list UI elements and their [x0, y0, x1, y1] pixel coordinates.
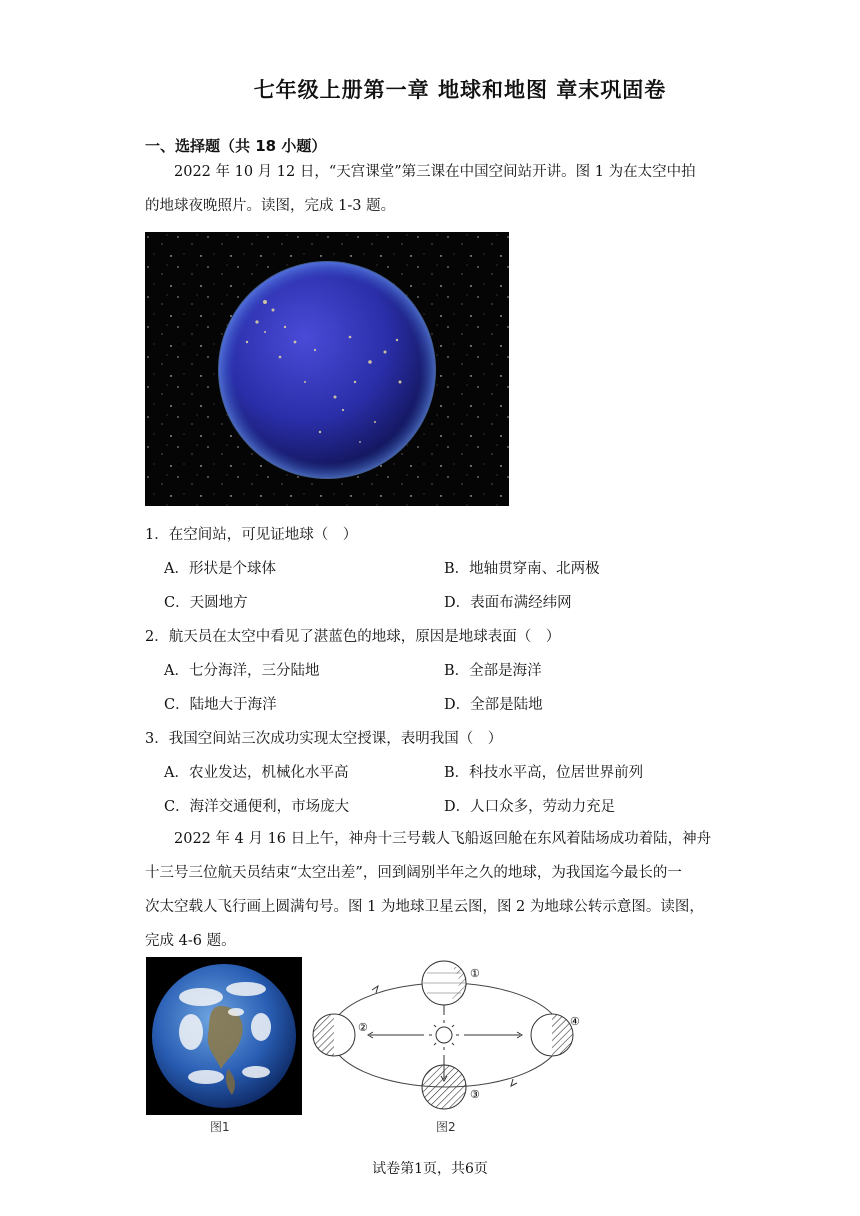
passage-1-line-1: 2022 年 10 月 12 日，“天宫课堂”第三课在中国空间站开讲。图 1 为在太空中拍 — [174, 164, 696, 180]
passage-2-line-3: 次太空载人飞行画上圆满句号。图 1 为地球卫星云图，图 2 为地球公转示意图。读图， — [145, 899, 704, 915]
figure-2-caption: 图2 — [436, 1120, 456, 1134]
question-3-option-d[interactable]: D．人口众多，劳动力充足 — [444, 799, 616, 815]
question-2-option-c[interactable]: C．陆地大于海洋 — [164, 697, 277, 713]
passage-intro-2 — [145, 822, 717, 958]
question-1-option-b[interactable]: B．地轴贯穿南、北两极 — [444, 561, 600, 577]
passage-1-line-2: 的地球夜晚照片。读图，完成 1-3 题。 — [145, 198, 396, 214]
question-1-stem: 1．在空间站，可见证地球（ ） — [145, 527, 358, 543]
orbit-earth-1 — [422, 961, 467, 1005]
page-footer: 试卷第1页，共6页 — [372, 1161, 488, 1177]
question-1-option-a[interactable]: A．形状是个球体 — [164, 561, 276, 577]
earth-revolution-diagram — [312, 955, 582, 1115]
question-1-option-d[interactable]: D．表面布满经纬网 — [444, 595, 572, 611]
question-2-option-a[interactable]: A．七分海洋，三分陆地 — [164, 663, 320, 679]
question-3-option-a[interactable]: A．农业发达，机械化水平高 — [164, 765, 349, 781]
earth-night-photo — [145, 232, 509, 506]
passage-intro-1 — [145, 155, 717, 223]
page-title: 七年级上册第一章 地球和地图 章末巩固卷 — [253, 78, 667, 102]
question-3-option-c[interactable]: C．海洋交通便利，市场庞大 — [164, 799, 350, 815]
orbit-earth-3 — [422, 1065, 466, 1109]
figure-1-caption: 图1 — [210, 1120, 230, 1134]
question-1-option-c[interactable]: C．天圆地方 — [164, 595, 248, 611]
sun-icon — [429, 1020, 459, 1050]
question-2-option-d[interactable]: D．全部是陆地 — [444, 697, 543, 713]
passage-2-line-1: 2022 年 4 月 16 日上午，神舟十三号载人飞船返回舱在东风着陆场成功着陆，神舟 — [174, 831, 712, 847]
question-3-stem: 3．我国空间站三次成功实现太空授课，表明我国（ ） — [145, 731, 503, 747]
question-2-option-b[interactable]: B．全部是海洋 — [444, 663, 542, 679]
passage-2-line-4: 完成 4-6 题。 — [145, 933, 236, 949]
orbit-marker-1: ① — [470, 967, 480, 980]
section-heading: 一、选择题（共 18 小题） — [145, 137, 327, 155]
orbit-marker-2: ② — [358, 1021, 368, 1034]
orbit-earth-4 — [531, 1014, 573, 1056]
orbit-marker-3: ③ — [470, 1088, 480, 1101]
question-3-option-b[interactable]: B．科技水平高，位居世界前列 — [444, 765, 644, 781]
satellite-earth-image — [146, 957, 302, 1115]
passage-2-line-2: 十三号三位航天员结束“太空出差”，回到阔别半年之久的地球，为我国迄今最长的一 — [145, 865, 682, 881]
orbit-earth-2 — [313, 1014, 355, 1056]
question-2-stem: 2．航天员在太空中看见了湛蓝色的地球，原因是地球表面（ ） — [145, 629, 561, 645]
orbit-marker-4: ④ — [570, 1015, 580, 1028]
